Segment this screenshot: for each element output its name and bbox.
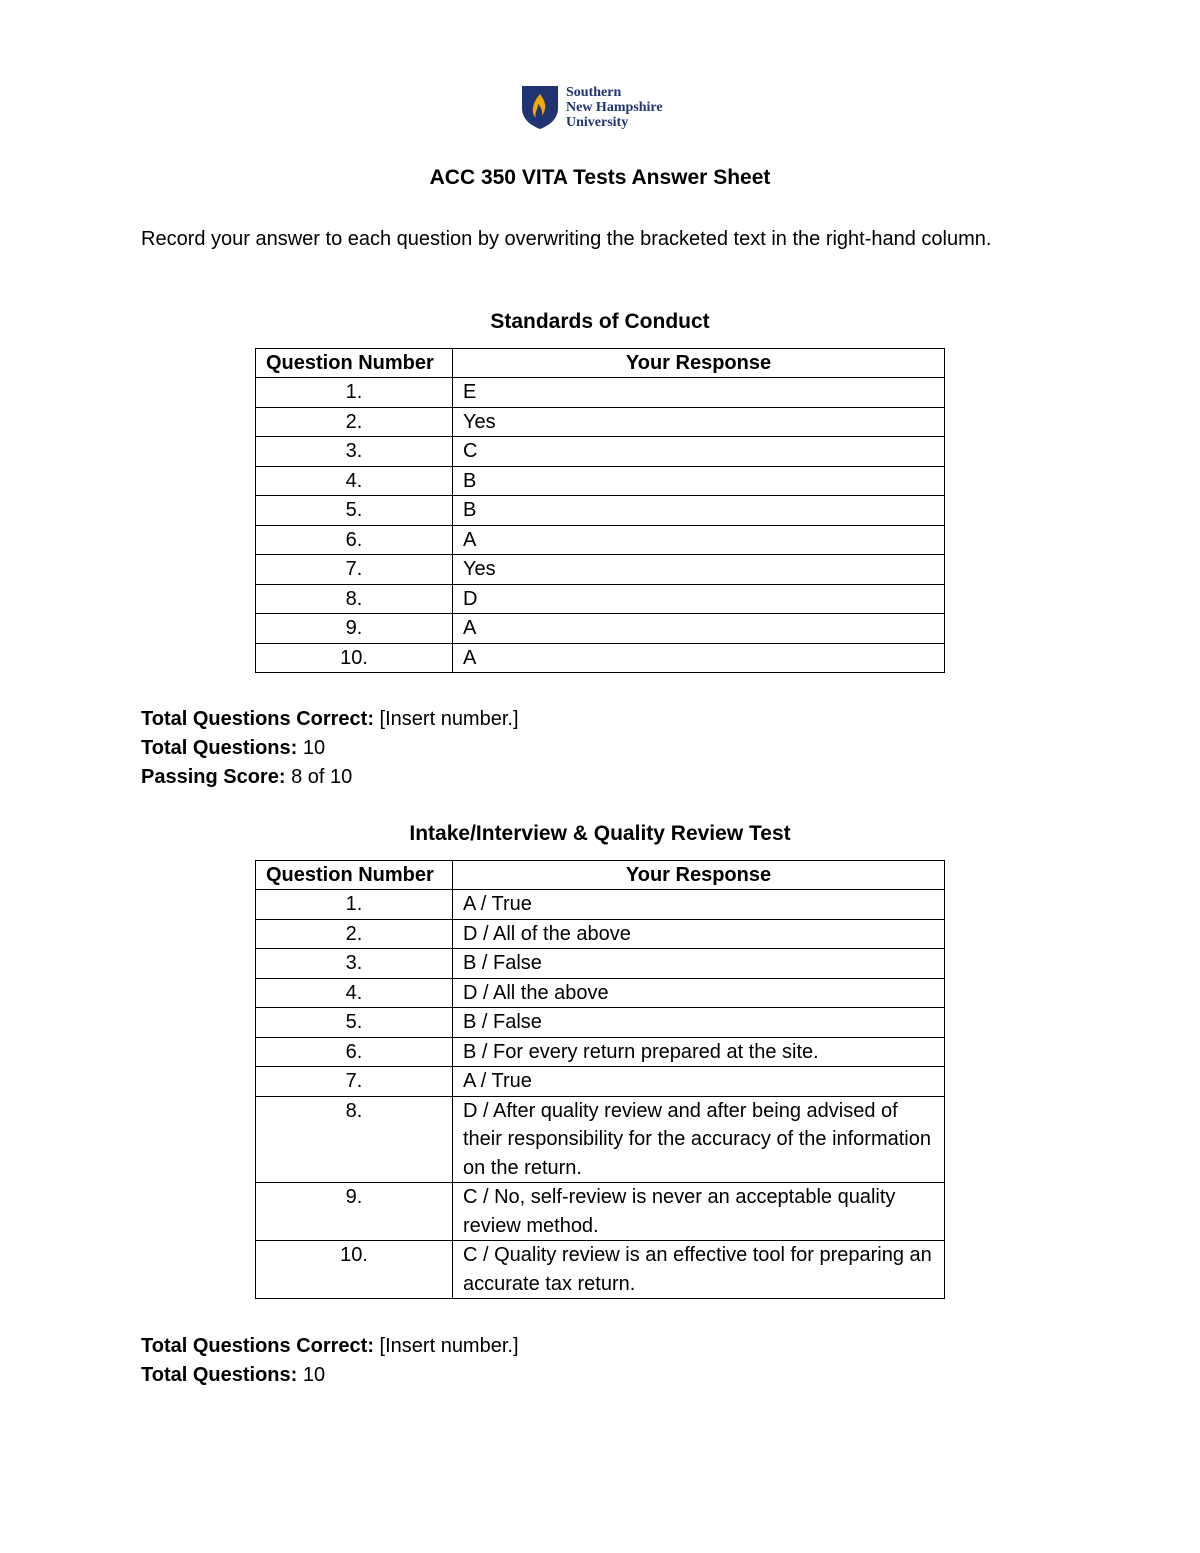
table-row — [256, 407, 945, 437]
page-title: ACC 350 VITA Tests Answer Sheet — [429, 166, 771, 189]
totals-standards — [141, 705, 519, 792]
response-cell[interactable]: D / All of the above — [453, 919, 945, 949]
question-number-cell: 6. — [256, 525, 453, 555]
table-row — [256, 949, 945, 979]
table-row — [256, 1096, 945, 1183]
question-number-cell: 3. — [256, 437, 453, 467]
question-number-cell: 9. — [256, 1183, 453, 1241]
table-row — [256, 496, 945, 526]
response-cell[interactable]: C / No, self-review is never an acceptable quality review method. — [453, 1183, 945, 1241]
table-row — [256, 555, 945, 585]
shield-flame-icon — [520, 84, 560, 130]
table-row — [256, 1241, 945, 1299]
column-header-your-response: Your Response — [453, 349, 945, 378]
response-cell[interactable]: Yes — [453, 407, 945, 437]
table-row — [256, 437, 945, 467]
question-number-cell: 5. — [256, 1008, 453, 1038]
totals-line — [141, 1332, 519, 1361]
table-row — [256, 890, 945, 920]
table-header-row — [256, 349, 945, 378]
table-row — [256, 1008, 945, 1038]
response-cell[interactable]: Yes — [453, 555, 945, 585]
question-number-cell: 2. — [256, 919, 453, 949]
table-row — [256, 1037, 945, 1067]
question-number-cell: 7. — [256, 555, 453, 585]
question-number-cell: 4. — [256, 466, 453, 496]
response-cell[interactable]: A — [453, 614, 945, 644]
column-header-question-number: Question Number — [256, 349, 453, 378]
question-number-cell: 9. — [256, 614, 453, 644]
question-number-cell: 8. — [256, 584, 453, 614]
table-row — [256, 466, 945, 496]
university-logo — [520, 84, 663, 130]
response-cell[interactable]: D — [453, 584, 945, 614]
response-cell[interactable]: A — [453, 643, 945, 673]
totals-value[interactable]: 10 — [297, 737, 326, 759]
totals-value[interactable]: [Insert number.] — [374, 708, 519, 730]
totals-line — [141, 734, 519, 763]
response-cell[interactable]: C — [453, 437, 945, 467]
totals-line — [141, 1361, 519, 1390]
totals-intake-interview — [141, 1332, 519, 1390]
totals-value[interactable]: 10 — [297, 1364, 326, 1386]
table-header-row — [256, 861, 945, 890]
answer-table-standards — [255, 348, 945, 673]
totals-label: Total Questions Correct: — [141, 1335, 374, 1357]
section-title-standards: Standards of Conduct — [490, 310, 710, 333]
totals-value[interactable]: 8 of 10 — [285, 766, 353, 788]
totals-line — [141, 763, 519, 792]
table-row — [256, 525, 945, 555]
table-row — [256, 1067, 945, 1097]
totals-value[interactable]: [Insert number.] — [374, 1335, 519, 1357]
question-number-cell: 1. — [256, 378, 453, 408]
response-cell[interactable]: B — [453, 466, 945, 496]
question-number-cell: 6. — [256, 1037, 453, 1067]
column-header-question-number: Question Number — [256, 861, 453, 890]
table-row — [256, 643, 945, 673]
logo-wordmark — [566, 85, 663, 130]
response-cell[interactable]: A — [453, 525, 945, 555]
totals-label: Total Questions: — [141, 737, 298, 759]
column-header-your-response: Your Response — [453, 861, 945, 890]
section-title-intake-interview: Intake/Interview & Quality Review Test — [409, 822, 791, 845]
question-number-cell: 7. — [256, 1067, 453, 1097]
totals-line — [141, 705, 519, 734]
totals-label: Total Questions: — [141, 1364, 298, 1386]
table-row — [256, 584, 945, 614]
question-number-cell: 3. — [256, 949, 453, 979]
response-cell[interactable]: B — [453, 496, 945, 526]
table-row — [256, 919, 945, 949]
question-number-cell: 10. — [256, 643, 453, 673]
question-number-cell: 10. — [256, 1241, 453, 1299]
totals-label: Total Questions Correct: — [141, 708, 374, 730]
question-number-cell: 2. — [256, 407, 453, 437]
logo-line-2: New Hampshire — [566, 99, 663, 115]
response-cell[interactable]: C / Quality review is an effective tool for preparing an accurate tax return. — [453, 1241, 945, 1299]
answer-table-intake-interview — [255, 860, 945, 1299]
response-cell[interactable]: D / All the above — [453, 978, 945, 1008]
totals-label: Passing Score: — [141, 766, 286, 788]
response-cell[interactable]: D / After quality review and after being advised of their responsibility for the accuracy of the information on the return. — [453, 1096, 945, 1183]
logo-line-3: University — [566, 114, 629, 130]
instructions: Record your answer to each question by overwriting the bracketed text in the right-hand column. — [141, 228, 992, 250]
response-cell[interactable]: E — [453, 378, 945, 408]
question-number-cell: 1. — [256, 890, 453, 920]
question-number-cell: 4. — [256, 978, 453, 1008]
table-row — [256, 978, 945, 1008]
logo-line-1: Southern — [566, 84, 622, 100]
response-cell[interactable]: A / True — [453, 1067, 945, 1097]
response-cell[interactable]: A / True — [453, 890, 945, 920]
question-number-cell: 8. — [256, 1096, 453, 1183]
response-cell[interactable]: B / For every return prepared at the site. — [453, 1037, 945, 1067]
table-row — [256, 378, 945, 408]
question-number-cell: 5. — [256, 496, 453, 526]
table-row — [256, 614, 945, 644]
table-row — [256, 1183, 945, 1241]
response-cell[interactable]: B / False — [453, 1008, 945, 1038]
response-cell[interactable]: B / False — [453, 949, 945, 979]
